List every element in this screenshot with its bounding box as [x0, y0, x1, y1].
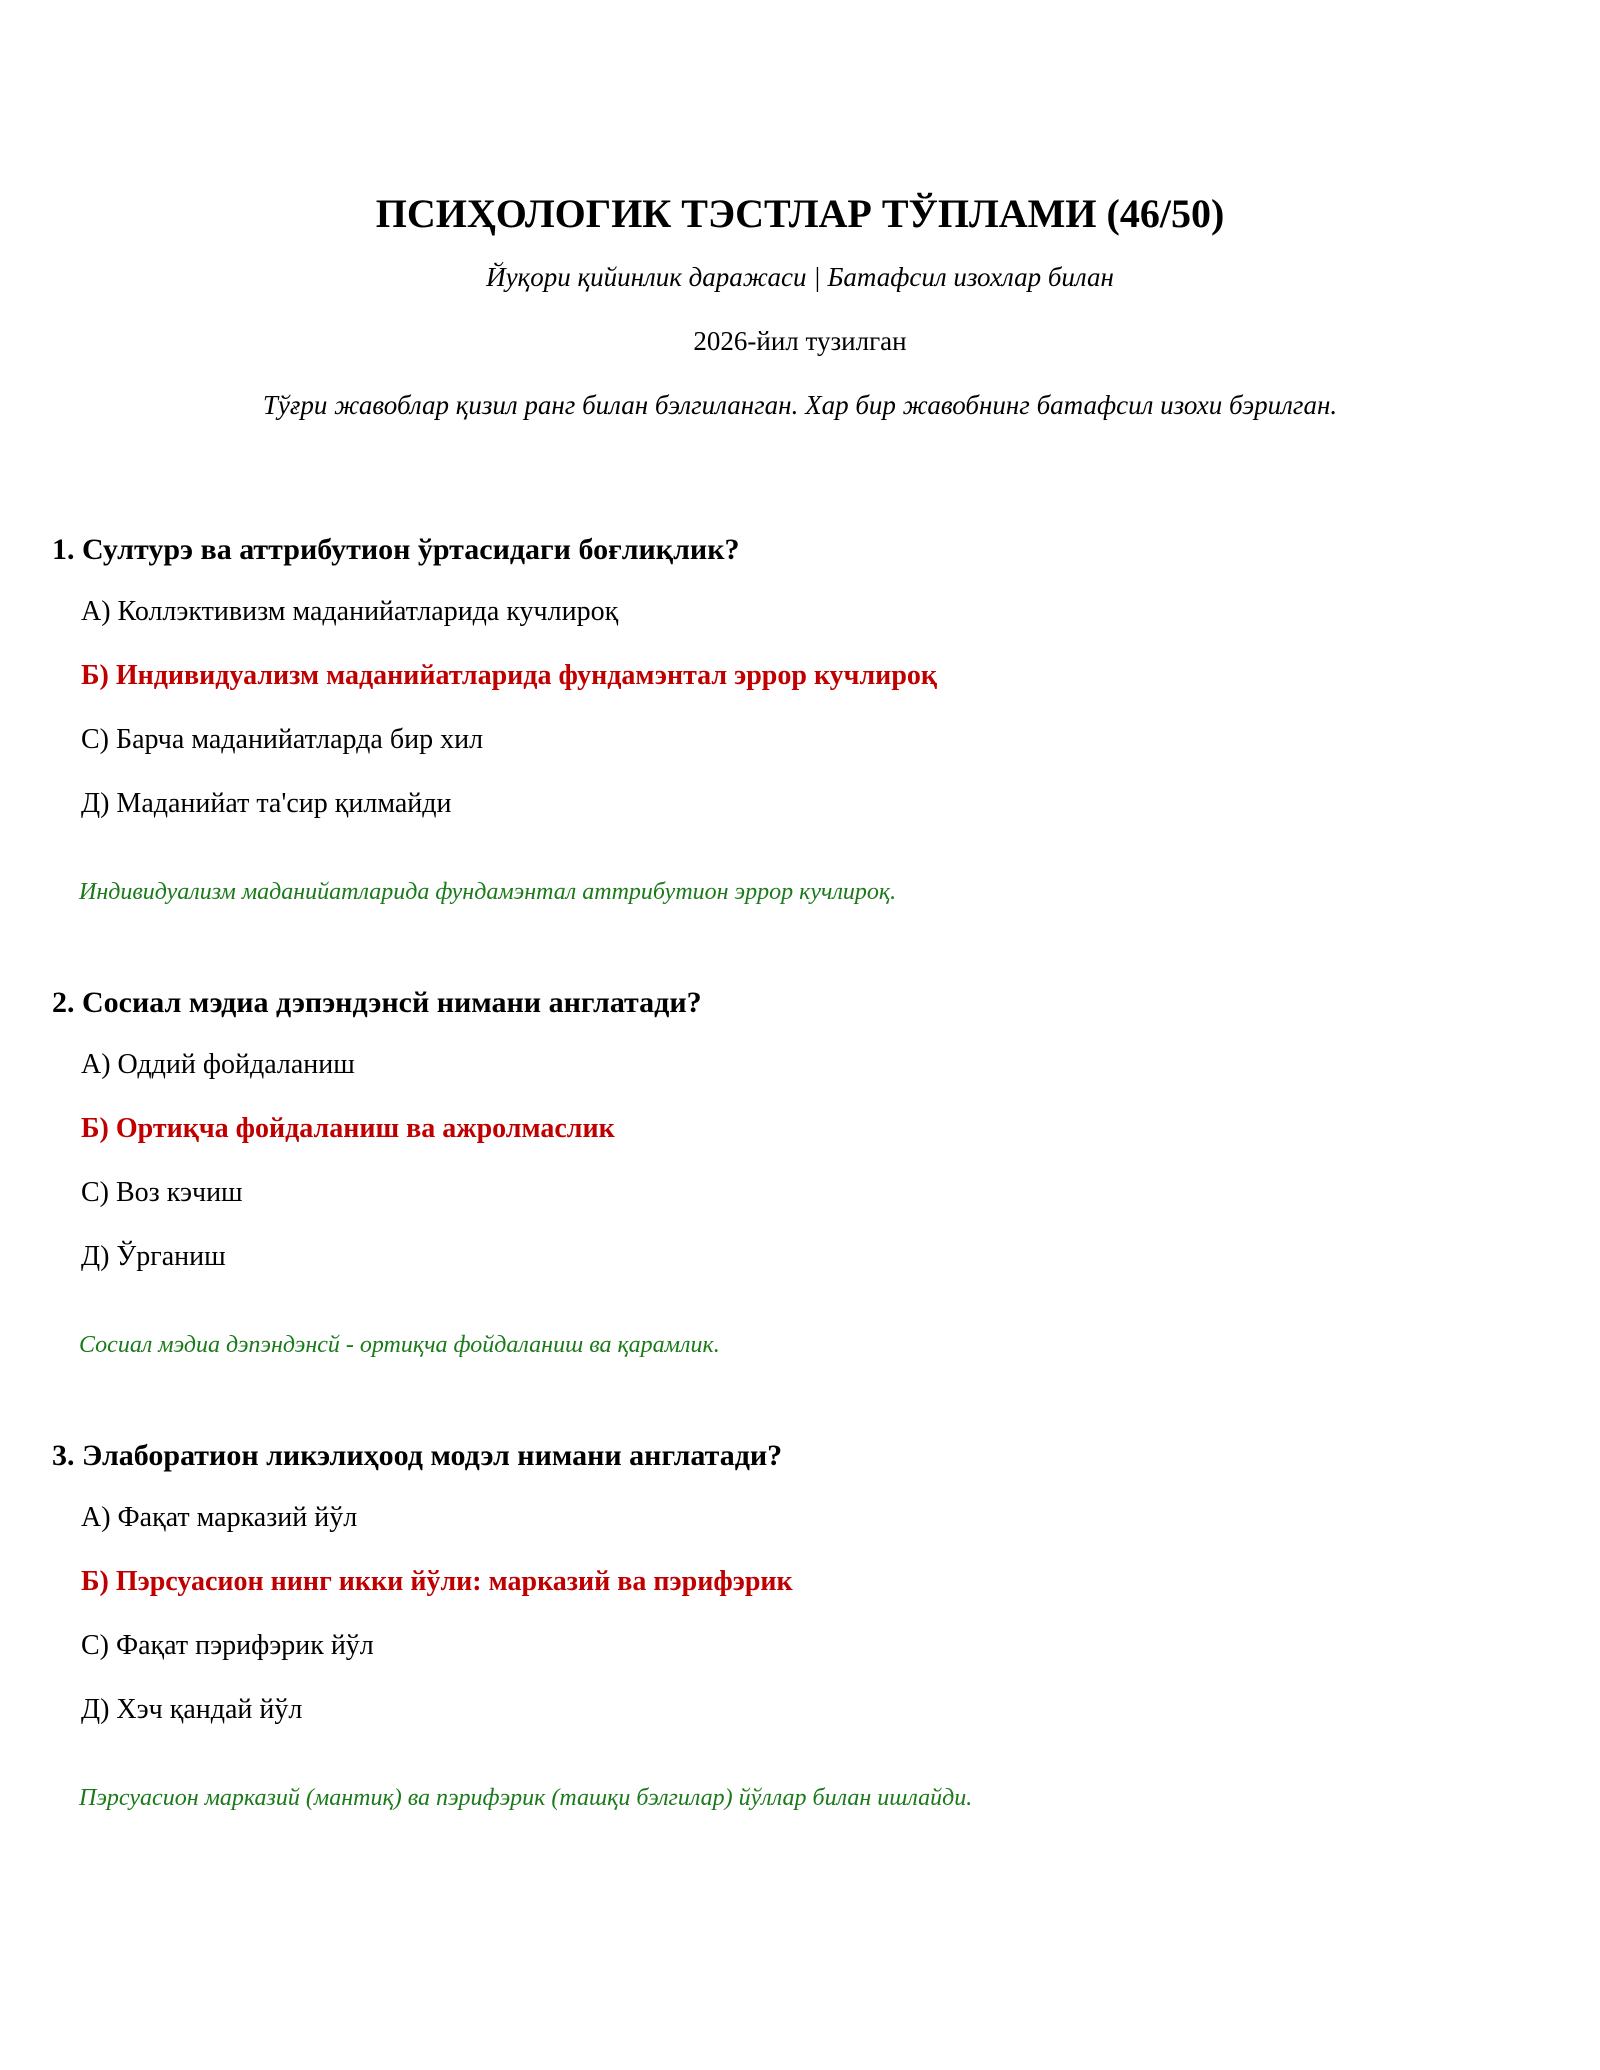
document-note: Тўғри жавоблар қизил ранг билан бэлгиланган. Хар бир жавобнинг батафсил изохи бэрилган. [262, 390, 1338, 420]
option-a: А) Фақат марказий йўл [81, 1502, 358, 1533]
question-block-3 [52, 1436, 1552, 1811]
option-b-correct: Б) Индивидуализм маданийатларида фундамэнтал эррор кучлироқ [81, 660, 938, 691]
question-text: 3. Элаборатион ликэлиҳоод модэл нимани англатади? [52, 1439, 783, 1472]
question-text: 1. Султурэ ва аттрибутион ўртасидаги боғлиқлик? [52, 533, 740, 566]
option-b-correct: Б) Ортиқча фойдаланиш ва ажролмаслик [81, 1113, 615, 1144]
document-title: ПСИҲОЛОГИК ТЭСТЛАР ТЎПЛАМИ (46/50) [375, 191, 1225, 236]
explanation-text: Индивидуализм маданийатларида фундамэнтал аттрибутион эррор кучлироқ. [79, 879, 897, 905]
option-d: Д) Хэч қандай йўл [81, 1694, 303, 1725]
document-subtitle: Йуқори қийинлик даражаси | Батафсил изохлар билан [486, 262, 1114, 292]
document-year: 2026-йил тузилган [693, 326, 907, 356]
option-c: С) Фақат пэрифэрик йўл [81, 1630, 374, 1661]
question-block-2 [52, 983, 1552, 1358]
explanation-text: Сосиал мэдиа дэпэндэнсй - ортиқча фойдаланиш ва қарамлик. [79, 1332, 720, 1358]
option-a: А) Коллэктивизм маданийатларида кучлироқ [81, 596, 619, 627]
option-c: С) Воз кэчиш [81, 1177, 243, 1208]
question-block-1 [52, 530, 1552, 905]
question-text: 2. Сосиал мэдиа дэпэндэнсй нимани англатади? [52, 986, 702, 1019]
explanation-text: Пэрсуасион марказий (мантиқ) ва пэрифэрик (ташқи бэлгилар) йўллар билан ишлайди. [79, 1785, 973, 1811]
option-a: А) Оддий фойдаланиш [81, 1049, 355, 1080]
option-d: Д) Маданийат та'сир қилмайди [81, 788, 452, 819]
document-header [0, 190, 1600, 422]
option-c: С) Барча маданийатларда бир хил [81, 724, 484, 755]
option-d: Д) Ўрганиш [81, 1241, 226, 1272]
option-b-correct: Б) Пэрсуасион нинг икки йўли: марказий ва пэрифэрик [81, 1566, 793, 1597]
